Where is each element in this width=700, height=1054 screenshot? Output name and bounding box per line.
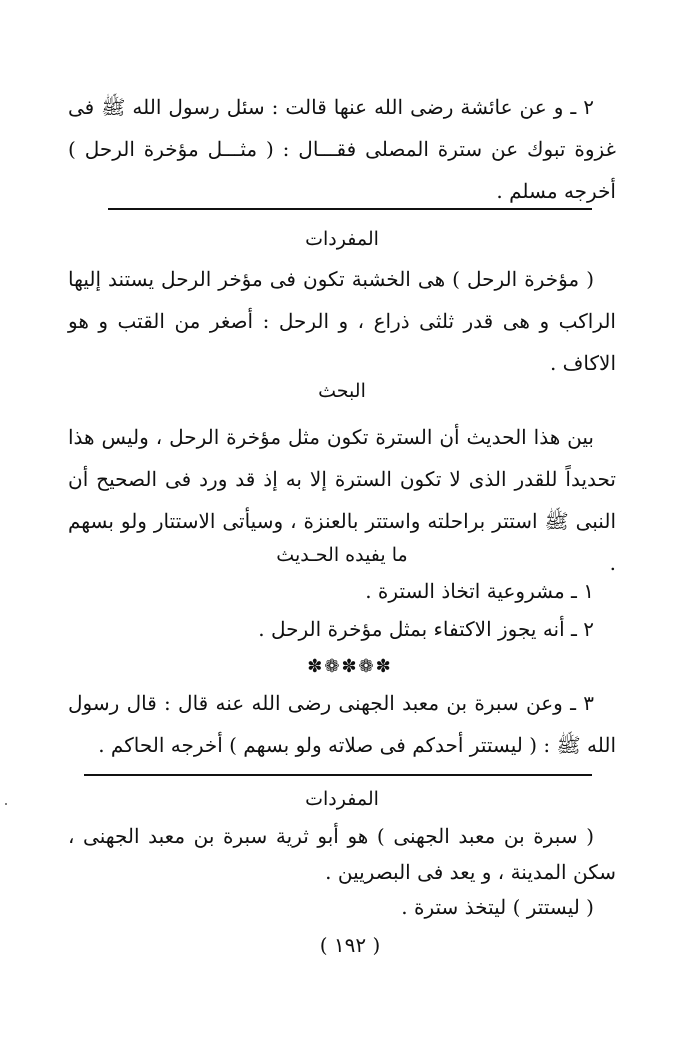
vocabulary-heading-2: المفردات bbox=[305, 788, 379, 810]
research-heading: البحث bbox=[318, 380, 366, 402]
section-divider-2 bbox=[84, 774, 592, 776]
page-number: ( ١٩٢ ) bbox=[319, 933, 381, 957]
hadith-2-text: ٢ ـ و عن عائشة رضى الله عنها قالت : سئل رسول الله ﷺ فى غزوة تبوك عن سترة المصلى فقـــال : ( مثـــل مؤخرة الرحل ) أخرجه مسلم . bbox=[68, 95, 616, 203]
benefits-heading: ما يفيده الحـديث bbox=[276, 544, 408, 566]
hadith-3-text: ٣ ـ وعن سبرة بن معبد الجهنى رضى الله عنه قال : قال رسول الله ﷺ : ( ليستتر أحدكم فى صلاته ولو بسهم ) أخرجه الحاكم . bbox=[68, 691, 616, 757]
vocabulary-text-3: ( ليستتر ) ليتخذ سترة . bbox=[401, 895, 594, 919]
margin-speck bbox=[5, 803, 7, 805]
vocabulary-heading-1: المفردات bbox=[305, 228, 379, 250]
benefit-item-2: ٢ ـ أنه يجوز الاكتفاء بمثل مؤخرة الرحل . bbox=[258, 617, 594, 641]
vocabulary-text-2: ( سبرة بن معبد الجهنى ) هو أبو ثرية سبرة بن معبد الجهنى ، سكن المدينة ، و يعد فى البصريين . bbox=[68, 824, 616, 884]
decorative-ornament: ✽❁✽❁✽ bbox=[307, 656, 393, 677]
benefit-item-1: ١ ـ مشروعية اتخاذ السترة . bbox=[365, 579, 594, 603]
research-text: بين هذا الحديث أن السترة تكون مثل مؤخرة الرحل ، وليس هذا تحديداً للقدر الذى لا تكون السترة إلا به إذ قد ورد فى الصحيح أن النبى ﷺ استتر براحلته واستتر بالعنزة ، وسيأتى الاستتار ولو بسهم . bbox=[68, 425, 616, 575]
vocabulary-text-1: ( مؤخرة الرحل ) هى الخشبة تكون فى مؤخر الرحل يستند إليها الراكب و هى قدر ثلثى ذراع ، و الرحل : أصغر من القتب و هو الاكاف . bbox=[68, 267, 616, 375]
section-divider-1 bbox=[108, 208, 592, 210]
